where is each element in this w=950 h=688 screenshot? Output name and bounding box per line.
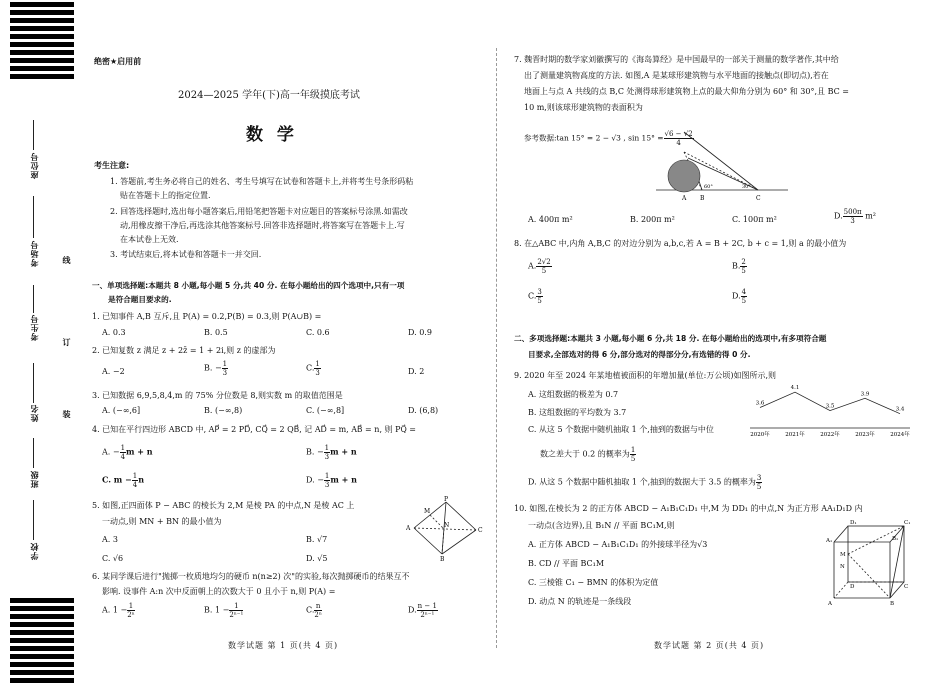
q2-option-c: C. $\frac{1}{3}$ bbox=[306, 360, 320, 377]
binding-stripe bbox=[10, 646, 74, 651]
fig-label: N bbox=[444, 522, 450, 529]
chart-x-tick-label: 2024年 bbox=[890, 432, 910, 438]
chart-x-tick-label: 2020年 bbox=[750, 432, 770, 438]
q2-option-b: B. − $\frac{1}{3}$ bbox=[204, 360, 228, 377]
section-2-heading: 二、多项选择题:本题共 3 小题,每小题 6 分,共 18 分. 在每小题给出的选项中,有多项符合题 bbox=[514, 334, 827, 343]
q9-option-c: C. 从这 5 个数据中随机抽取 1 个,抽到的数据与中位 bbox=[528, 425, 714, 434]
q8-option-d: D. $\frac{4}{5}$ bbox=[732, 288, 747, 305]
subject-title: 数 学 bbox=[246, 125, 298, 145]
fig-label: C bbox=[478, 527, 483, 534]
q9-stem: 9. 2020 年至 2024 年某地植被面积的年增加量(单位:万公顷)如图所示,则 bbox=[514, 371, 777, 380]
q10-stem-line1: 10. 如图,在棱长为 2 的正方体 ABCD − A₁B₁C₁D₁ 中,M 为 DD₁ 的中点,N 为正方形 AA₁D₁D 内 bbox=[514, 504, 863, 513]
binding-stripe bbox=[10, 630, 74, 635]
section-2-heading-cont: 目要求,全部选对的得 6 分,部分选对的得部分分,有选错的得 0 分. bbox=[528, 350, 751, 359]
fig-label: A bbox=[682, 195, 687, 202]
chart-value-label: 4.1 bbox=[790, 385, 800, 392]
fig-label: B₁ bbox=[892, 536, 899, 542]
binding-stripe bbox=[10, 622, 74, 627]
q1-option-a: A. 0.3 bbox=[102, 328, 126, 337]
binding-stripe bbox=[10, 662, 74, 667]
cut-mark-pack: 装 bbox=[62, 410, 72, 418]
page-2-footer: 数学试题 第 2 页(共 4 页) bbox=[654, 641, 765, 650]
fig-label: B bbox=[700, 195, 705, 202]
binding-margin bbox=[0, 0, 88, 688]
binding-stripe bbox=[10, 34, 74, 39]
fig-label: M bbox=[840, 552, 846, 558]
chart-value-label: 3.4 bbox=[895, 406, 905, 413]
fig-label: A bbox=[828, 601, 832, 606]
fig-label: C₁ bbox=[904, 520, 911, 526]
q7-option-a: A. 400π m² bbox=[528, 215, 573, 224]
section-1-heading: 一、单项选择题:本题共 8 小题,每小题 5 分,共 40 分. 在每小题给出的四个选项中,只有一项 bbox=[92, 281, 405, 290]
binding-stripe bbox=[10, 606, 74, 611]
q7-option-d: D. $\frac{500\pi}{3}$ m² bbox=[834, 208, 876, 225]
binding-stripe bbox=[10, 654, 74, 659]
binding-label-seat: 座位号 bbox=[29, 152, 39, 179]
page-divider bbox=[496, 48, 497, 648]
fig-label: N bbox=[840, 564, 845, 570]
fig-label: D bbox=[850, 584, 855, 590]
binding-label-room: 考场号 bbox=[29, 240, 39, 267]
q8-option-b: B. $\frac{2}{5}$ bbox=[732, 258, 746, 275]
q3-option-d: D. (6,8) bbox=[408, 406, 439, 415]
fig-label: M bbox=[424, 508, 431, 515]
binding-stripe bbox=[10, 10, 74, 15]
binding-label-school: 学校 bbox=[29, 542, 39, 560]
q9-line-chart bbox=[750, 380, 910, 438]
binding-label-id: 考生号 bbox=[29, 314, 39, 341]
fig-label: P bbox=[444, 496, 449, 503]
notice-line: 在本试卷上无效. bbox=[120, 235, 179, 244]
q3-option-c: C. (−∞,8] bbox=[306, 406, 345, 415]
sphere-building bbox=[668, 160, 700, 192]
q10-option-a: A. 正方体 ABCD − A₁B₁C₁D₁ 的外接球半径为√3 bbox=[528, 540, 708, 549]
q1-option-b: B. 0.5 bbox=[204, 328, 228, 337]
q5-option-b: B. √7 bbox=[306, 535, 328, 544]
q6-stem-line2: 影响. 设事件 A:n 次中反面朝上的次数大于 0 且小于 n,则 P(A) = bbox=[102, 587, 336, 596]
cube-figure bbox=[826, 516, 912, 606]
q9-option-b: B. 这组数据的平均数为 3.7 bbox=[528, 408, 627, 417]
secret-label: 绝密★启用前 bbox=[94, 57, 142, 66]
chart-x-tick-label: 2021年 bbox=[785, 432, 805, 438]
q3-option-a: A. (−∞,6] bbox=[102, 406, 141, 415]
fig-label: B bbox=[890, 601, 895, 606]
q6-option-d: D. $\frac{n - 1}{\text{2ⁿ⁻¹}}$ bbox=[408, 602, 437, 619]
fig-label: C bbox=[756, 195, 761, 202]
fig-label: C bbox=[904, 584, 909, 590]
binding-label-name: 姓名 bbox=[29, 404, 39, 422]
notice-title: 考生注意: bbox=[94, 161, 130, 170]
binding-fill-line bbox=[33, 438, 34, 468]
q7-line: 10 m,则该球形建筑物的表面积为 bbox=[524, 103, 643, 112]
q7-line: 地面上与点 A 共线的点 B,C 处测得球形建筑物上点的最大仰角分别为 60° 和 30°,且 BC = bbox=[524, 87, 849, 96]
binding-stripe bbox=[10, 614, 74, 619]
fig-label: A₁ bbox=[826, 538, 833, 544]
q1-stem: 1. 已知事件 A,B 互斥,且 P(A) = 0.2,P(B) = 0.3,则 P(A∪B) = bbox=[92, 312, 322, 321]
q2-stem: 2. 已知复数 z 满足 z + 2z̄ = 1 + 2i,则 z 的虚部为 bbox=[92, 346, 276, 355]
binding-stripe bbox=[10, 18, 74, 23]
binding-label-class: 班级 bbox=[29, 470, 39, 488]
q4-option-d: D. − $\frac{1}{3}$ m + n bbox=[306, 472, 357, 489]
notice-line: 2. 回答选择题时,选出每小题答案后,用铅笔把答题卡对应题目的答案标号涂黑.如需改 bbox=[110, 207, 408, 216]
q2-option-d: D. 2 bbox=[408, 367, 425, 376]
binding-fill-line bbox=[33, 363, 34, 403]
q7-option-b: B. 200π m² bbox=[630, 215, 675, 224]
q9-option-a: A. 这组数据的极差为 0.7 bbox=[528, 390, 619, 399]
q5-option-a: A. 3 bbox=[102, 535, 118, 544]
q6-option-c: C. $\frac{n}{\text{2ⁿ}}$ bbox=[306, 602, 322, 619]
q4-option-b: B. − $\frac{1}{3}$ m + n bbox=[306, 444, 357, 461]
binding-stripe bbox=[10, 42, 74, 47]
q6-stem-line1: 6. 某同学课后进行"抛掷一枚质地均匀的硬币 n(n≥2) 次"的实验,每次抛掷硬币的结果互不 bbox=[92, 572, 410, 581]
q10-option-b: B. CD // 平面 BC₁M bbox=[528, 559, 605, 568]
q4-stem: 4. 已知在平行四边形 ABCD 中, AP⃗ = 2 PD⃗, CQ⃗ = 2 QB⃗, 记 AD⃗ = m, AB⃗ = n, 则 PQ⃗ = bbox=[92, 425, 417, 434]
chart-x-tick-label: 2023年 bbox=[855, 432, 875, 438]
notice-line: 1. 答题前,考生务必将自己的姓名、考生号填写在试卷和答题卡上,并将考生号条形码粘 bbox=[110, 177, 414, 186]
q1-option-d: D. 0.9 bbox=[408, 328, 432, 337]
q10-option-d: D. 动点 N 的轨迹是一条线段 bbox=[528, 597, 632, 606]
q4-option-a: A. − $\frac{1}{4}$ m + n bbox=[102, 444, 153, 461]
binding-stripe bbox=[10, 638, 74, 643]
q2-option-a: A. −2 bbox=[102, 367, 125, 376]
q1-option-c: C. 0.6 bbox=[306, 328, 330, 337]
tetrahedron-figure bbox=[406, 496, 486, 562]
q8-option-c: C. $\frac{3}{5}$ bbox=[528, 288, 542, 305]
sphere-building-figure bbox=[654, 130, 794, 206]
binding-stripe bbox=[10, 74, 74, 79]
binding-stripe bbox=[10, 670, 74, 675]
q10-option-c: C. 三棱锥 C₁ − BMN 的体积为定值 bbox=[528, 578, 659, 587]
q7-line: 7. 魏晋时期的数学家刘徽撰写的《海岛算经》是中国最早的一部关于测量的数学著作,其中给 bbox=[514, 55, 839, 64]
notice-line: 动,用橡皮擦干净后,再选涂其他答案标号.回答非选择题时,将答案写在答题卡上.写 bbox=[120, 221, 405, 230]
q9-option-c-cont: 数之差大于 0.2 的概率为 $\frac{1}{5}$ bbox=[540, 446, 636, 463]
q7-option-c: C. 100π m² bbox=[732, 215, 777, 224]
q6-option-a: A. 1 − $\frac{1}{\text{2ⁿ}}$ bbox=[102, 602, 135, 619]
q6-option-b: B. 1 − $\frac{1}{\text{2ⁿ⁻¹}}$ bbox=[204, 602, 244, 619]
q5-stem-line2: 一动点,则 MN + BN 的最小值为 bbox=[102, 517, 222, 526]
chart-value-label: 3.5 bbox=[825, 403, 835, 410]
q8-stem: 8. 在△ABC 中,内角 A,B,C 的对边分别为 a,b,c,若 A = B + 2C, b + c = 1,则 a 的最小值为 bbox=[514, 239, 847, 248]
q5-stem-line1: 5. 如图,正四面体 P − ABC 的棱长为 2,M 是棱 PA 的中点,N 是棱 AC 上 bbox=[92, 501, 355, 510]
q10-stem-line2: 一动点(含边界),且 B₁N // 平面 BC₁M,则 bbox=[528, 521, 675, 530]
fig-label: D₁ bbox=[850, 520, 857, 526]
chart-value-label: 3.9 bbox=[860, 391, 870, 398]
binding-stripe bbox=[10, 26, 74, 31]
fig-label: B bbox=[440, 556, 445, 562]
page-1-footer: 数学试题 第 1 页(共 4 页) bbox=[228, 641, 339, 650]
binding-stripe bbox=[10, 58, 74, 63]
binding-stripe bbox=[10, 50, 74, 55]
binding-stripe bbox=[10, 598, 74, 603]
fig-label: 30° bbox=[742, 184, 751, 190]
chart-value-label: 3.6 bbox=[755, 400, 765, 407]
exam-title: 2024—2025 学年(下)高一年级摸底考试 bbox=[178, 90, 360, 101]
cut-mark-bind: 订 bbox=[62, 338, 72, 346]
q3-option-b: B. (−∞,8) bbox=[204, 406, 243, 415]
q7-line: 出了测量建筑物高度的方法. 如图,A 是某球形建筑物与水平地面的接触点(即切点),若在 bbox=[524, 71, 829, 80]
notice-line: 贴在答题卡上的指定位置. bbox=[120, 191, 211, 200]
chart-x-tick-label: 2022年 bbox=[820, 432, 840, 438]
notice-line: 3. 考试结束后,将本试卷和答题卡一并交回. bbox=[110, 250, 262, 259]
binding-stripe bbox=[10, 66, 74, 71]
binding-fill-line bbox=[33, 120, 34, 150]
section-1-heading-cont: 是符合题目要求的. bbox=[108, 295, 172, 304]
q7-reference-data: 参考数据:tan 15° = 2 − √3 , sin 15° = $\frac{√6 - √2}{4}$ bbox=[524, 130, 693, 147]
q3-stem: 3. 已知数据 6,9,5,8,4,m 的 75% 分位数是 8,则实数 m 的取值范围是 bbox=[92, 391, 343, 400]
fig-label: 60° bbox=[704, 184, 713, 190]
binding-fill-line bbox=[33, 285, 34, 313]
q9-option-d: D. 从这 5 个数据中随机抽取 1 个,抽到的数据大于 3.5 的概率为 $\frac{3}{5}$ bbox=[528, 474, 762, 491]
binding-stripe bbox=[10, 2, 74, 7]
q5-option-d: D. √5 bbox=[306, 554, 328, 563]
binding-stripe bbox=[10, 678, 74, 683]
cut-mark-line: 线 bbox=[62, 256, 72, 264]
binding-fill-line bbox=[33, 196, 34, 238]
q4-option-c: C. m − $\frac{1}{4}$ n bbox=[102, 472, 145, 489]
q8-option-a: A. $\frac{2√2}{5}$ bbox=[528, 258, 551, 275]
binding-fill-line bbox=[33, 500, 34, 540]
fig-label: A bbox=[406, 525, 411, 532]
q5-option-c: C. √6 bbox=[102, 554, 124, 563]
